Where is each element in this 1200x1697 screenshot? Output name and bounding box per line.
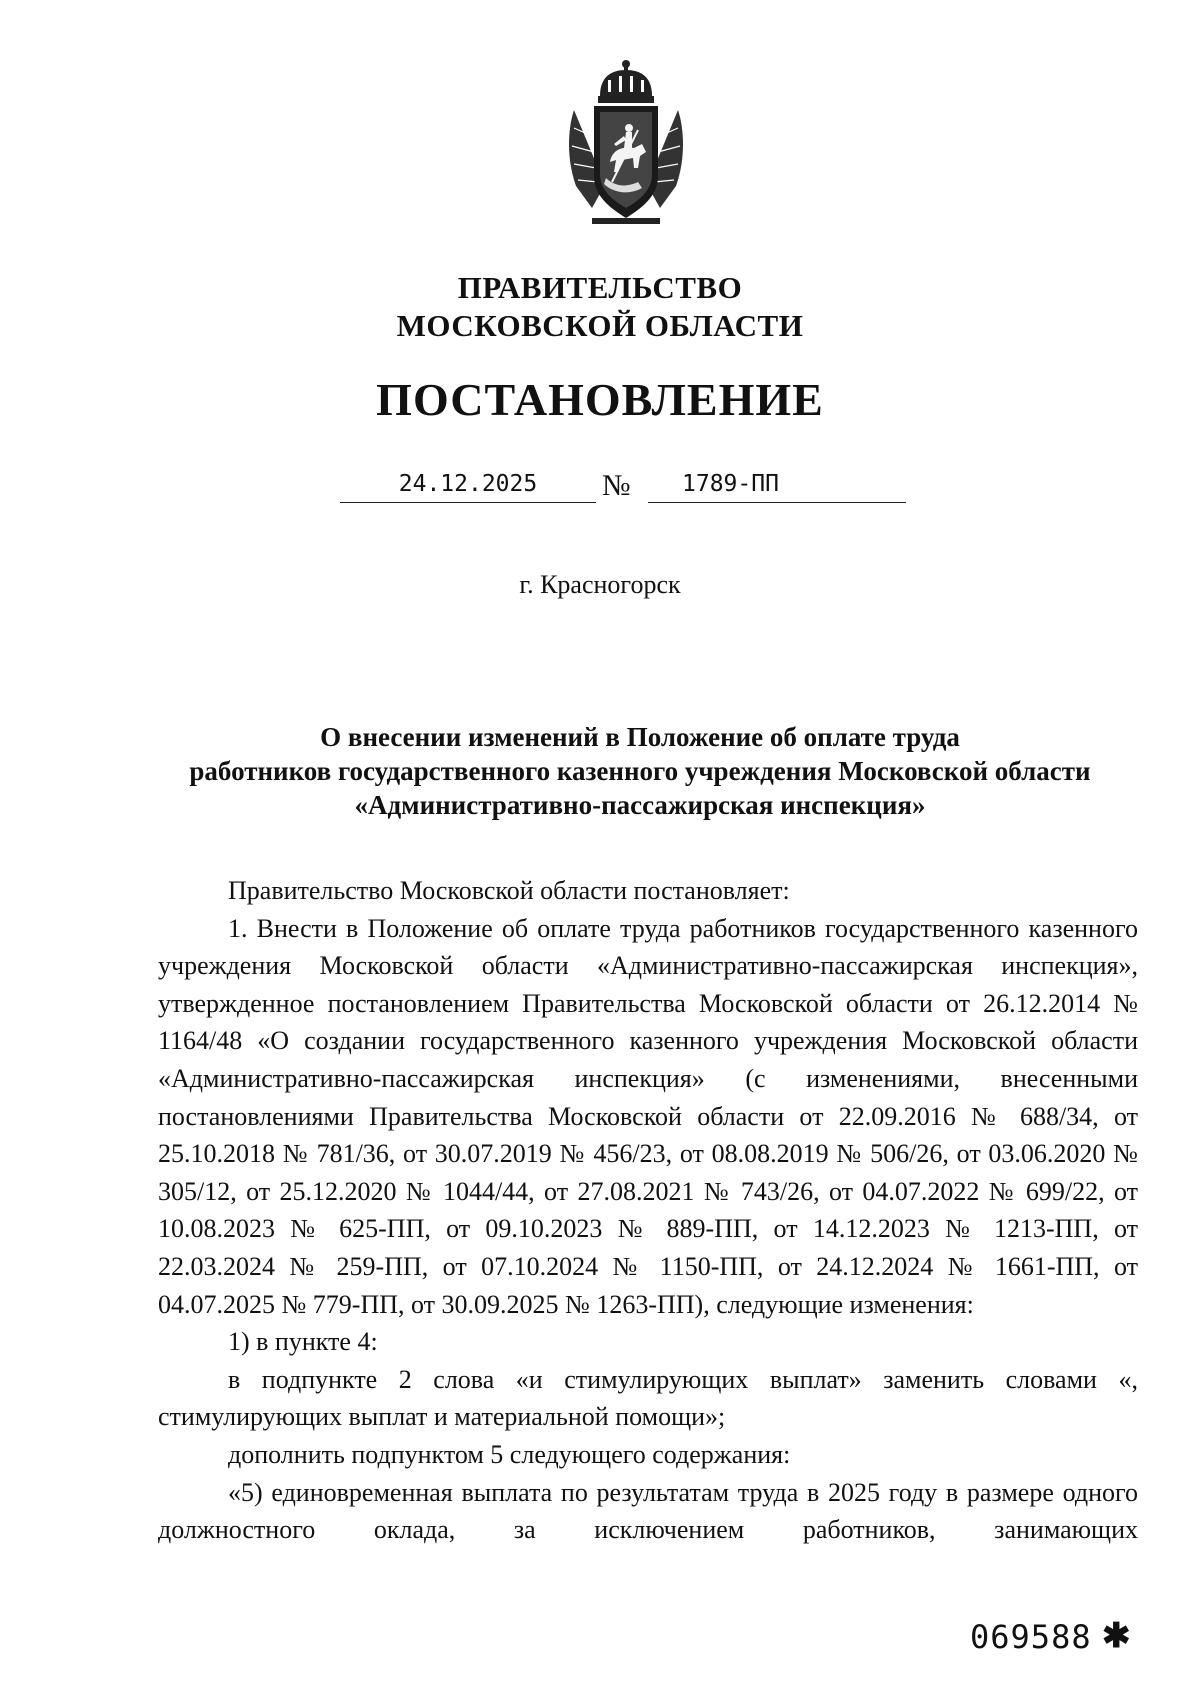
- serial-number: 069588: [970, 1618, 1092, 1656]
- number-sign: №: [602, 469, 631, 502]
- document-number: 1789-ПП: [682, 471, 779, 497]
- body-paragraph-item1: 1. Внести в Положение об оплате труда работников государственного казенного учреждения Московской области «Административно-пассажирская инспекция», утвержденное постановлением Правительства Московской области от 26.12.2014 № 1164/48 «О создании государственного казенного учреждения Московской области «Административно-пассажирская инспекция» (с изменениями, внесенными постановлениями Правительства Московской области от 22.09.2016 № 688/34, от 25.10.2018 № 781/36, от 30.07.2019 № 456/23, от 08.08.2019 № 506/26, от 03.06.2020 № 305/12, от 25.12.2020 № 1044/44, от 27.08.2021 № 743/26, от 04.07.2022 № 699/22, от 10.08.2023 № 625-ПП, от 09.10.2023 № 889-ПП, от 14.12.2023 № 1213-ПП, от 22.03.2024 № 259-ПП, от 07.10.2024 № 1150-ПП, от 24.12.2024 № 1661-ПП, от 04.07.2025 № 779-ПП, от 30.09.2025 № 1263-ПП), следующие изменения:: [158, 913, 1138, 1319]
- organization-name-line2: МОСКОВСКОЙ ОБЛАСТИ: [396, 308, 804, 343]
- body-paragraph-preamble: Правительство Московской области постановляет:: [228, 876, 790, 905]
- subject-line2: работников государственного казенного учреждения Московской области: [189, 756, 1091, 786]
- city-line: г. Красногорск: [519, 570, 681, 599]
- document-type-title: ПОСТАНОВЛЕНИЕ: [376, 374, 824, 425]
- body-paragraph-subitem1: 1) в пункте 4:: [228, 1327, 378, 1357]
- body-paragraph-replace: в подпункте 2 слова «и стимулирующих выплат» заменить словами «, стимулирующих выплат и материальной помощи»;: [158, 1364, 1138, 1432]
- document-subject: [150, 720, 1130, 822]
- body-paragraph-add: дополнить подпунктом 5 следующего содержания:: [228, 1439, 791, 1469]
- subject-line1: О внесении изменений в Положение об оплате труда: [320, 722, 960, 752]
- asterisk-mark-icon: ✱: [1102, 1618, 1131, 1655]
- document-date: 24.12.2025: [340, 466, 596, 503]
- body-paragraph-sub5: «5) единовременная выплата по результатам труда в 2025 году в размере одного должностного оклада, за исключением работников, занимающих: [158, 1477, 1138, 1545]
- document-number-field: [648, 466, 906, 503]
- coat-of-arms-icon: [562, 58, 690, 228]
- subject-line3: «Административно-пассажирская инспекция»: [354, 790, 926, 820]
- document-body: [158, 872, 1138, 1549]
- organization-name-line1: ПРАВИТЕЛЬСТВО: [457, 270, 743, 305]
